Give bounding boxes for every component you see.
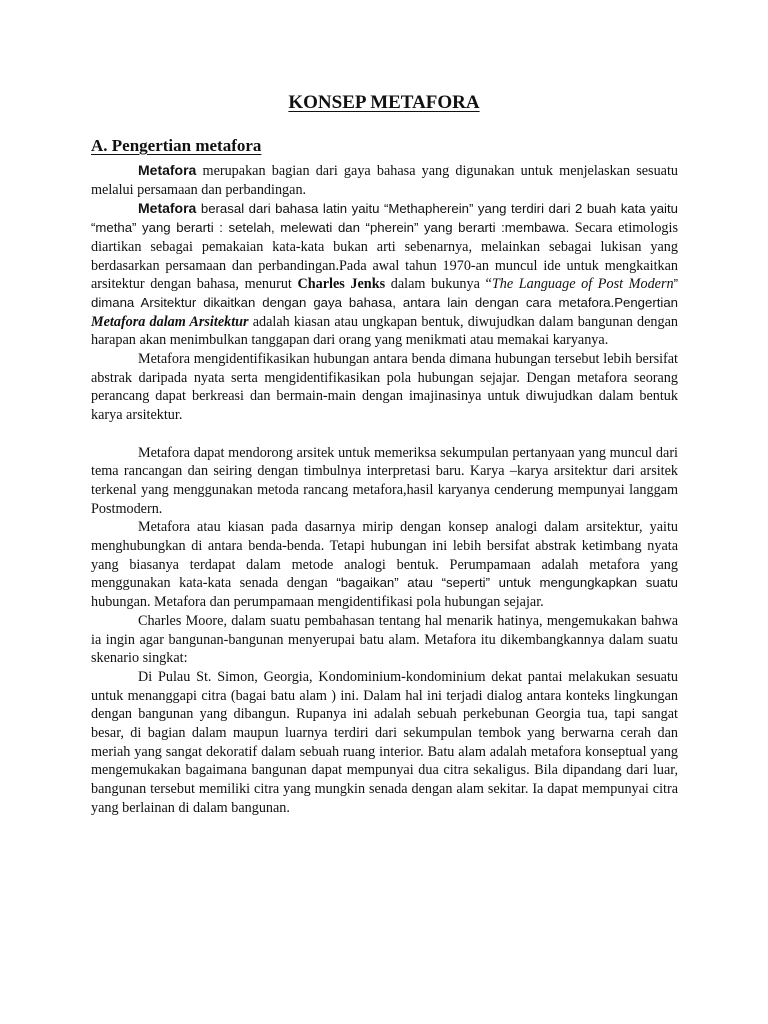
paragraph-5-quote: “bagaikan” atau “seperti” untuk mengungkapkan suatu xyxy=(336,575,678,591)
paragraph-4: Metafora dapat mendorong arsitek untuk memeriksa sekumpulan pertanyaan yang muncul dari tema rancangan dan seiring dengan timbulnya interpretasi baru. Karya –karya arsitektur dari arsitek terkenal yang menggunakan metoda rancang metafora,hasil karyanya cenderung mempunyai langgam Postmodern. xyxy=(91,444,678,517)
author-name: Charles Jenks xyxy=(297,276,386,293)
paragraph-2-text: adalah kiasan atau ungkapan bentuk, diwujudkan dalam bangunan dengan harapan akan menimbulkan tanggapan dari orang yang menikmati atau memakai karyanya. xyxy=(91,313,679,349)
concept-term: Metafora dalam Arsitektur xyxy=(91,313,249,330)
paragraph-2-text: dalam bukunya “ xyxy=(385,276,492,293)
section-heading: A. Pengertian metafora xyxy=(91,136,262,155)
paragraph-5-text: Metafora atau kiasan pada dasarnya mirip dengan konsep analogi dalam arsitektur, yaitu menghubungkan di antara benda-benda. Tetapi hubungan ini lebih bersifat abstrak ketimbang nyata yang biasanya terdapat dalam metode analogi bentuk. Perumpamaan adalah metafora yang menggunakan kata-kata senada dengan xyxy=(91,519,678,592)
paragraph-1-text: merupakan bagian dari gaya bahasa yang digunakan untuk menjelaskan sesuatu melalui persamaan dan perbandingan. xyxy=(91,163,678,198)
paragraph-2 xyxy=(91,199,678,350)
paragraph-3: Metafora mengidentifikasikan hubungan antara benda dimana hubungan tersebut lebih bersifat abstrak daripada nyata serta mengidentifikasikan pola hubungan sejajar. Dengan metafora seorang perancang dapat berkreasi dan bermain-main dengan imajinasinya untuk diwujudkan dalam bentuk karya arsitektur. xyxy=(91,351,678,424)
paragraph-5-text: hubungan. Metafora dan perumpamaan mengidentifikasi pola hubungan sejajar. xyxy=(91,594,544,611)
paragraph-7: Di Pulau St. Simon, Georgia, Kondominium-kondominium dekat pantai melakukan sesuatu untuk menanggapi citra (bagai batu alam ) ini. Dalam hal ini terjadi dialog antara konteks lingkungan dengan bangunan yang dibangun. Rupanya ini adalah sebuah perkebunan Georgia tua, tapi sangat besar, di bagian dalam maupun luarnya terdiri dari sekumpulan tembok yang berwarna cerah dan meriah yang sangat dekoratif dalam sebuah ruang interior. Batu alam adalah metafora konseptual yang mengemukakan bagaimana bangunan dapat mempunyai dua citra sekaligus. Bila dipandang dari luar, bangunan tersebut memiliki citra yang mungkin senada dengan alam sekitar. Ia dapat mempunyai citra yang berlainan di dalam bangunan. xyxy=(91,668,678,816)
paragraph-5 xyxy=(91,518,678,612)
paragraph-1 xyxy=(91,161,678,199)
paragraph-2-text: ” dimana Arsitektur dikaitkan dengan gaya bahasa, antara lain dengan cara metafora.Pengertian xyxy=(91,276,678,310)
document-title: KONSEP METAFORA xyxy=(288,92,480,113)
etymology-text: berasal dari bahasa latin yaitu “Methapherein” yang terdiri dari 2 buah kata yaitu “metha” yang berarti : setelah, melewati dan “pherein” yang berarti :membawa. xyxy=(91,201,678,236)
book-title: The Language of Post Modern xyxy=(491,276,674,293)
paragraph-6: Charles Moore, dalam suatu pembahasan tentang hal menarik hatinya, mengemukakan bahwa ia ingin agar bangunan-bangunan menyerupai batu alam. Metafora itu dikembangkannya dalam suatu skenario singkat: xyxy=(91,612,678,667)
paragraph-2-text: Secara etimologis diartikan sebagai pemakaian kata-kata bukan arti sebenarnya, melainkan sebagai lukisan yang berdasarkan persamaan dan perbandingan.Pada awal tahun 1970-an muncul ide untuk mengkaitkan arsitektur dengan bahasa, menurut xyxy=(91,220,678,293)
term-metafora: Metafora xyxy=(138,162,197,178)
term-metafora: Metafora xyxy=(138,200,197,217)
body-text xyxy=(91,161,678,818)
